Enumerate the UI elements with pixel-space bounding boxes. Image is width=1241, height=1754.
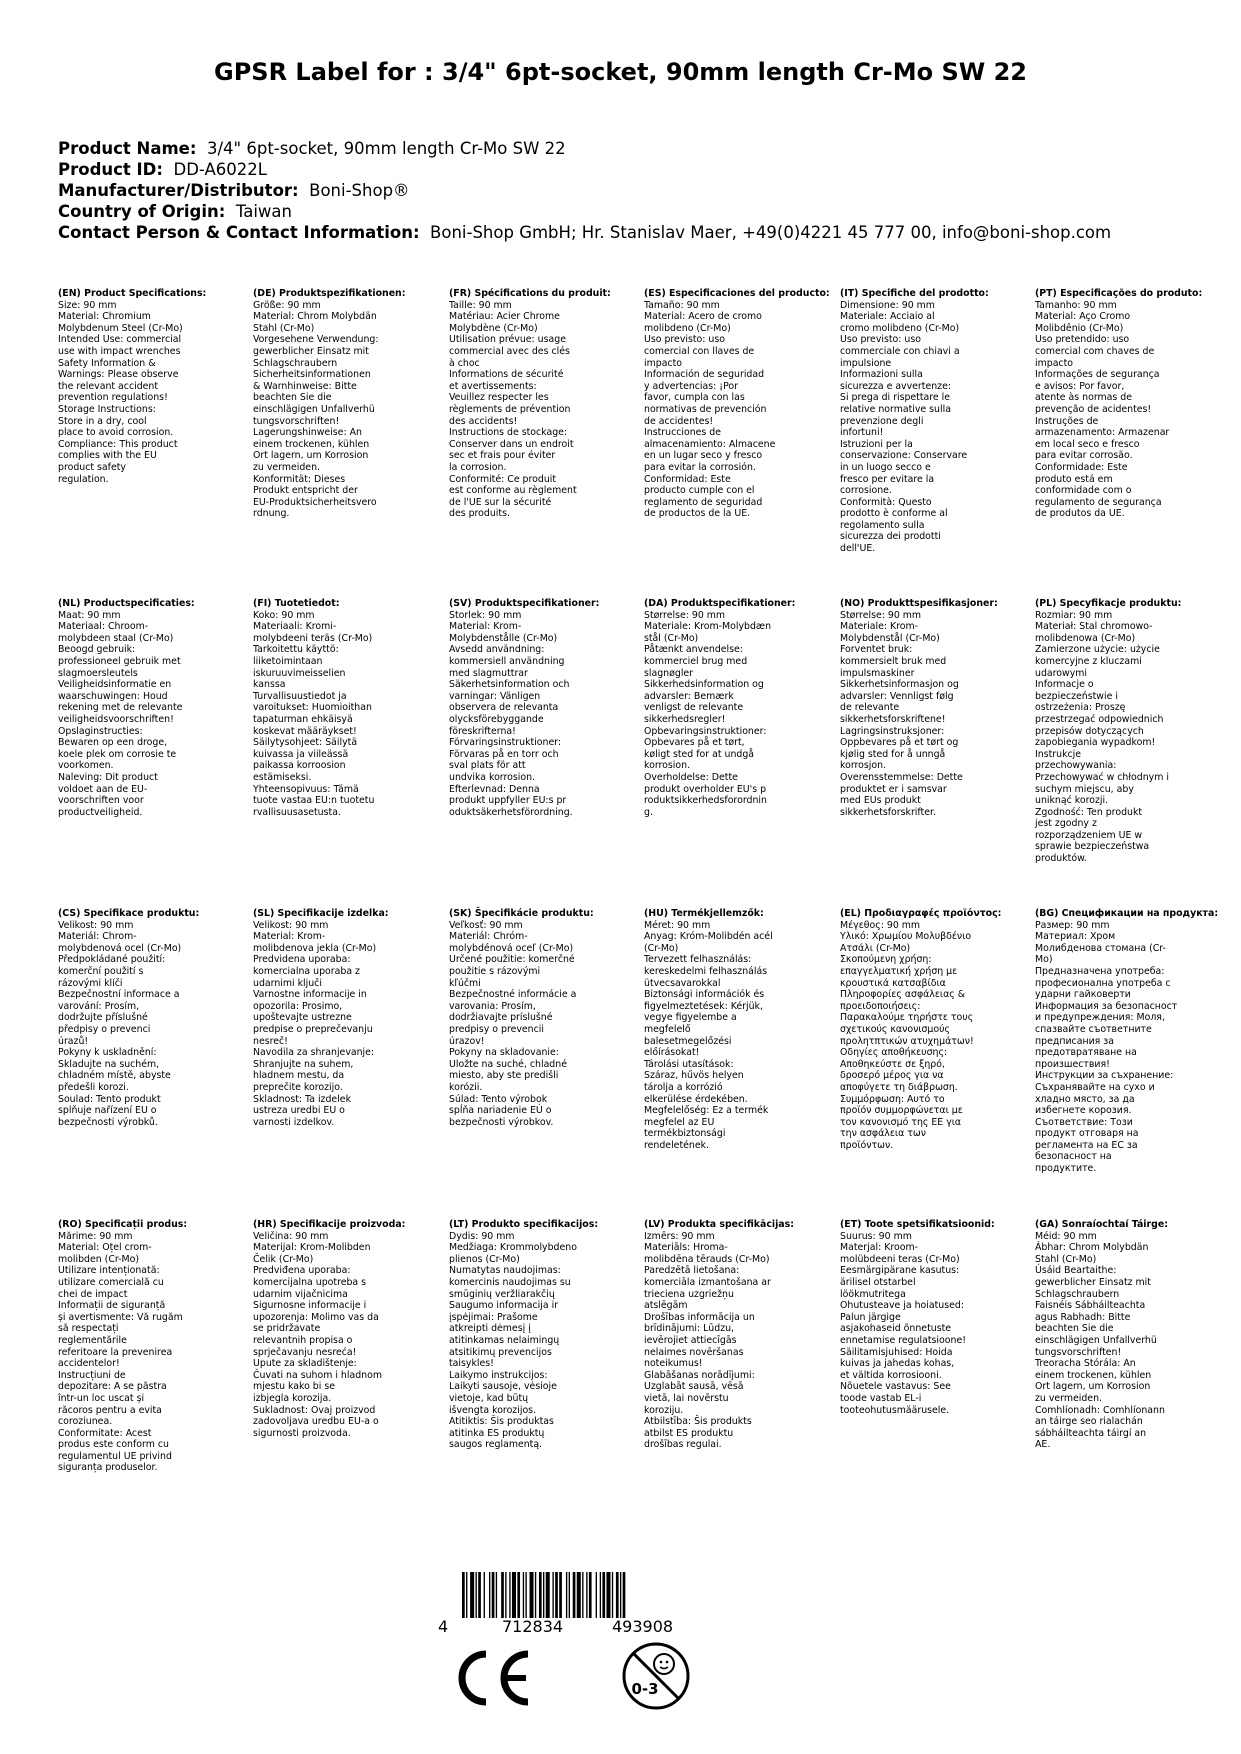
lang-heading: (DA) Produktspecifikationer: (644, 598, 796, 609)
lang-heading: (LV) Produkta specifikācijas: (644, 1219, 794, 1230)
barcode-bar (505, 1572, 506, 1618)
lang-heading: (GA) Sonraíochtaí Táirge: (1035, 1219, 1168, 1230)
barcode-bar (552, 1572, 553, 1618)
lang-block-ga (1035, 1219, 1227, 1451)
lang-block-sl (253, 908, 445, 1128)
lang-heading: (ET) Toote spetsifikatsioonid: (840, 1219, 995, 1230)
lang-block-hu (644, 908, 836, 1151)
lang-heading: (SK) Špecifikácie produktu: (449, 908, 594, 919)
barcode-bar (589, 1572, 592, 1618)
lang-body: Méid: 90 mm Ábhar: Chrom Molybdän Stahl (Cr-Mo) Úsáid Beartaithe: gewerblicher Einsatz mit Schlagschraubern Faisnéis Sábháilteachta agus Rabhadh: Bitte beachten Sie die einschlägigen Unfallverhü tungsvorschriften! Treoracha Stórála: An einem trockenen, kühlen Ort lagern, um Korrosion zu vermeiden. Comhlíonadh: Comhlíonann an táirge seo rialachán sábháilteachta táirgí an AE. (1035, 1230, 1165, 1451)
barcode-bar (478, 1572, 481, 1618)
lang-block-fr (449, 288, 641, 520)
barcode-bar (543, 1572, 544, 1618)
barcode-bar (616, 1572, 619, 1618)
lang-heading: (EN) Product Specifications: (58, 288, 207, 299)
barcode-bar (462, 1572, 465, 1618)
product-name-label: Product Name: (58, 139, 197, 158)
lang-block-bg (1035, 908, 1227, 1175)
lang-heading: (EL) Προδιαγραφές προϊόντος: (840, 908, 1002, 919)
lang-body: Dydis: 90 mm Medžiaga: Krommolybdeno plienos (Cr-Mo) Numatytas naudojimas: komercinis naudojimas su smūginių veržliarakčių Saugumo informacija ir įspėjimai: Prašome atkreipti dėmesį į atitinkamas nelaimingų atsitikimų prevencijos taisykles! Laikymo instrukcijos: Laikyti sausoje, vėsioje vietoje, kad būtų išvengta korozijos. Atitiktis: Šis produktas atitinka ES produktų saugos reglamentą. (449, 1230, 577, 1451)
barcode-bar (509, 1572, 510, 1618)
lang-block-hr (253, 1219, 445, 1439)
svg-text:0-3: 0-3 (631, 1680, 659, 1698)
not-for-children-0-3-icon (620, 1640, 692, 1712)
lang-body: Veľkosť: 90 mm Materiál: Chróm- molybdénová oceľ (Cr-Mo) Určené použitie: komerčné použitie s rázovými kľúčmi Bezpečnostné informácie a varovania: Prosím, dodržiavajte príslušné predpisy o prevencii úrazov! Pokyny na skladovanie: Uložte na suché, chladné miesto, aby ste predišli korózii. Súlad: Tento výrobok spĺňa nariadenie EÚ o bezpečnosti výrobkov. (449, 919, 577, 1128)
lang-block-nl (58, 598, 250, 818)
lang-heading: (PT) Especificações do produto: (1035, 288, 1203, 299)
lang-heading: (ES) Especificaciones del producto: (644, 288, 830, 299)
barcode-bar (489, 1572, 490, 1618)
lang-block-cs (58, 908, 250, 1128)
lang-body: Rozmiar: 90 mm Materiał: Stal chromowo- molibdenowa (Cr-Mo) Zamierzone użycie: użycie komercyjne z kluczami udarowymi Informacje o bezpieczeństwie i ostrzeżenia: Proszę przestrzegać odpowiednich przepisów dotyczących zapobiegania wypadkom! Instrukcje przechowywania: Przechowywać w chłodnym i suchym miejscu, aby uniknąć korozji. Zgodność: Ten produkt jest zgodny z rozporządzeniem UE w sprawie bezpieczeństwa produktów. (1035, 609, 1169, 865)
barcode-bar (586, 1572, 587, 1618)
barcode-bar (470, 1572, 474, 1618)
barcode-bar (484, 1572, 485, 1618)
barcode-digits-right: 493908 (612, 1617, 674, 1636)
page-title: GPSR Label for : 3/4" 6pt-socket, 90mm length Cr-Mo SW 22 (214, 58, 1027, 86)
barcode-bar (466, 1572, 467, 1618)
manufacturer-row (58, 180, 1221, 201)
barcode-bar (517, 1572, 520, 1618)
lang-heading: (RO) Specificații produs: (58, 1219, 188, 1230)
lang-body: Størrelse: 90 mm Materiale: Krom- Molybdenstål (Cr-Mo) Forventet bruk: kommersielt bruk med impulsmaskiner Sikkerhetsinformasjon og advarsler: Vennligst følg de relevante sikkerhetsforskriftene! Lagringsinstruksjoner: Oppbevares på et tørt og kjølig sted for å unngå korrosjon. Overensstemmelse: Dette produktet er i samsvar med EUs produkt sikkerhetsforskrifter. (840, 609, 963, 818)
barcode-bar (539, 1572, 542, 1618)
product-id-label: Product ID: (58, 160, 163, 179)
barcode-bar (492, 1572, 495, 1618)
barcode-bar (566, 1572, 567, 1618)
lang-body: Maat: 90 mm Materiaal: Chroom- molybdeen staal (Cr-Mo) Beoogd gebruik: professioneel gebruik met slagmoersleutels Veiligheidsinformatie en waarschuwingen: Houd rekening met de relevante veiligheidsvoorschriften! Opslaginstructies: Bewaren op een droge, koele plek om corrosie te voorkomen. Naleving: Dit product voldoet aan de EU- voorschriften voor productveiligheid. (58, 609, 183, 818)
lang-heading: (NL) Productspecificaties: (58, 598, 195, 609)
product-info (58, 138, 1221, 243)
lang-body: Размер: 90 mm Материал: Хром Молибденова стомана (Cr- Mo) Предназначена употреба: професионална употреба с ударни гайковерти Информация за безопасност и предупреждения: Моля, спазвайте съответните предписания за предотвратяване на произшествия! Инструкции за съхранение: Съхранявайте на сухо и хладно място, за да избегнете корозия. Съответствие: Този продукт отговаря на регламента на ЕС за безопасност на продуктите. (1035, 919, 1178, 1175)
lang-block-et (840, 1219, 1032, 1416)
barcode-bar (569, 1572, 570, 1618)
lang-body: Größe: 90 mm Material: Chrom Molybdän Stahl (Cr-Mo) Vorgesehene Verwendung: gewerblicher Einsatz mit Schlagschraubern Sicherheitsinformationen & Warnhinweise: Bitte beachten Sie die einschlägigen Unfallverhü tungsvorschriften! Lagerungshinweise: An einem trockenen, kühlen Ort lagern, um Korrosion zu vermeiden. Konformität: Dieses Produkt entspricht der EU-Produktsicherheitsvero rdnung. (253, 299, 379, 520)
product-name-value: 3/4" 6pt-socket, 90mm length Cr-Mo SW 22 (206, 139, 566, 158)
barcode-bar (546, 1572, 550, 1618)
barcode-digits-mid: 712834 (502, 1617, 564, 1636)
lang-heading: (NO) Produkttspesifikasjoner: (840, 598, 998, 609)
manufacturer-label: Manufacturer/Distributor: (58, 181, 299, 200)
barcode-bar (606, 1572, 610, 1618)
lang-block-el (840, 908, 1032, 1151)
lang-body: Velikost: 90 mm Materiál: Chrom- molybdenová ocel (Cr-Mo) Předpokládané použití: komerční použití s rázovými klíči Bezpečnostní informace a varování: Prosím, dodržujte příslušné předpisy o prevenci úrazů! Pokyny k uskladnění: Skladujte na suchém, chladném místě, abyste předešli korozi. Soulad: Tento produkt splňuje nařízení EU o bezpečnosti výrobků. (58, 919, 182, 1128)
barcode-bar (496, 1572, 497, 1618)
barcode-bar (596, 1572, 597, 1618)
lang-block-pt (1035, 288, 1227, 520)
lang-block-ro (58, 1219, 250, 1474)
barcode-bar (559, 1572, 562, 1618)
lang-body: Velikost: 90 mm Material: Krom- molibdenova jekla (Cr-Mo) Predvidena uporaba: komercialna uporaba z udarnimi ključi Varnostne informacije in opozorila: Prosimo, upoštevajte ustrezne predpise o preprečevanju nesreč! Navodila za shranjevanje: Shranjujte na suhem, hladnem mestu, da preprečite korozijo. Skladnost: Ta izdelek ustreza uredbi EU o varnosti izdelkov. (253, 919, 377, 1128)
contact-row (58, 222, 1221, 243)
barcode-bar (523, 1572, 524, 1618)
barcode-bar (535, 1572, 536, 1618)
lang-body: Tamanho: 90 mm Material: Aço Cromo Molibdênio (Cr-Mo) Uso pretendido: uso comercial com chaves de impacto Informações de segurança e avisos: Por favor, atente às normas de prevenção de acidentes! Instruções de armazenamento: Armazenar em local seco e fresco para evitar corrosão. Conformidade: Este produto está em conformidade com o regulamento de segurança de produtos da UE. (1035, 299, 1170, 520)
lang-body: Veličina: 90 mm Materijal: Krom-Molibden Čelik (Cr-Mo) Predviđena uporaba: komercijalna upotreba s udarnim vijačnicima Sigurnosne informacije i upozorenja: Molimo vas da se pridržavate relevantnih propisa o sprječavanju nesreća! Upute za skladištenje: Čuvati na suhom i hladnom mjestu kako bi se izbjegla korozija. Sukladnost: Ovaj proizvod zadovoljava uredbu EU-a o sigurnosti proizvoda. (253, 1230, 382, 1439)
barcode (462, 1572, 728, 1618)
barcode-bar (573, 1572, 576, 1618)
lang-block-sk (449, 908, 641, 1128)
lang-body: Mărime: 90 mm Material: Oțel crom- molibden (Cr-Mo) Utilizare intenționată: utilizare comercială cu chei de impact Informații de siguranță și avertismente: Vă rugăm să respectați reglementările referitoare la prevenirea accidentelor! Instrucțiuni de depozitare: A se păstra într-un loc uscat și răcoros pentru a evita coroziunea. Conformitate: Acest produs este conform cu regulamentul UE privind siguranța produselor. (58, 1230, 183, 1474)
lang-body: Izmērs: 90 mm Materiāls: Hroma- molibdēna tērauds (Cr-Mo) Paredzētā lietošana: komerciāla izmantošana ar trieciena uzgriežņu atslēgām Drošības informācija un brīdinājumi: Lūdzu, ievērojiet attiecīgās nelaimes novēršanas noteikumus! Glabāšanas norādījumi: Uzglabāt sausā, vēsā vietā, lai novērstu koroziju. Atbilstība: Šis produkts atbilst ES produktu drošības regulai. (644, 1230, 771, 1451)
barcode-bar (476, 1572, 477, 1618)
product-name-row (58, 138, 1221, 159)
lang-block-en (58, 288, 250, 485)
product-id-row (58, 159, 1221, 180)
country-row (58, 201, 1221, 222)
barcode-bar (600, 1572, 601, 1618)
lang-block-sv (449, 598, 641, 818)
lang-body: Koko: 90 mm Materiaali: Kromi- molybdeeni teräs (Cr-Mo) Tarkoitettu käyttö: liiketoimintaan iskuruuvimeisselien kanssa Turvallisuustiedot ja varoitukset: Huomioithan tapaturman ehkäisyä koskevat määräykset! Säilytysohjeet: Säilytä kuivassa ja viileässä paikassa korroosion estämiseksi. Yhteensopivuus: Tämä tuote vastaa EU:n tuotetu rvallisuusasetusta. (253, 609, 375, 818)
manufacturer-value: Boni-Shop® (309, 181, 410, 200)
contact-label: Contact Person & Contact Information: (58, 223, 420, 242)
contact-value: Boni-Shop GmbH; Hr. Stanislav Maer, +49(0)4221 45 777 00, info@boni-shop.com (430, 223, 1112, 242)
barcode-bar (582, 1572, 583, 1618)
barcode-bar (512, 1572, 516, 1618)
lang-heading: (SV) Produktspecifikationer: (449, 598, 600, 609)
barcode-bar (623, 1572, 626, 1618)
barcode-bar (530, 1572, 534, 1618)
lang-heading: (IT) Specifiche del prodotto: (840, 288, 989, 299)
barcode-bar (620, 1572, 621, 1618)
lang-body: Suurus: 90 mm Materjal: Kroom- molübdeeni teras (Cr-Mo) Eesmärgipärane kasutus: ärilisel otstarbel löökmutritega Ohutusteave ja hoiatused: Palun järgige asjakohaseid õnnetuste ennetamise regulatsioone! Säilitamisjuhised: Hoida kuivas ja jahedas kohas, et vältida korrosiooni. Nõuetele vastavus: See toode vastab EL-i tooteohutusmäärusele. (840, 1230, 966, 1416)
lang-block-it (840, 288, 1032, 555)
lang-heading: (FR) Spécifications du produit: (449, 288, 611, 299)
lang-body: Tamaño: 90 mm Material: Acero de cromo molibdeno (Cr-Mo) Uso previsto: uso comercial con llaves de impacto Información de seguridad y advertencias: ¡Por favor, cumpla con las normativas de prevención de accidentes! Instrucciones de almacenamiento: Almacene en un lugar seco y fresco para evitar la corrosión. Conformidad: Este producto cumple con el reglamento de seguridad de productos de la UE. (644, 299, 776, 520)
lang-block-no (840, 598, 1032, 818)
barcode-bar (612, 1572, 613, 1618)
barcode-bar (501, 1572, 504, 1618)
lang-block-lv (644, 1219, 836, 1451)
barcode-bar (525, 1572, 526, 1618)
barcode-digit-left: 4 (438, 1617, 449, 1636)
country-value: Taiwan (235, 202, 292, 221)
lang-block-fi (253, 598, 445, 818)
lang-block-es (644, 288, 836, 520)
lang-body: Μέγεθος: 90 mm Υλικό: Χρωμίου Μολυβδένιο Ατσάλι (Cr-Mo) Σκοπούμενη χρήση: επαγγελματική χρήση με κρουστικά κατσαβίδια Πληροφορίες ασφάλειας & προειδοποιήσεις: Παρακαλούμε τηρήστε τους σχετικούς κανονισμούς προλητπτικών ατυχημάτων! Οδηγίες αποθήκευσης: Αποθηκεύστε σε ξηρό, δροσερό μέρος για να αποφύγετε τη διάβρωση. Συμμόρφωση: Αυτό το προϊόν συμμορφώνεται με τον κανονισμό της ΕΕ για την ασφάλεια των προϊόντων. (840, 919, 974, 1151)
barcode-bar (577, 1572, 581, 1618)
product-id-value: DD-A6022L (173, 160, 267, 179)
lang-block-da (644, 598, 836, 818)
country-label: Country of Origin: (58, 202, 226, 221)
lang-heading: (HR) Specifikacije proizvoda: (253, 1219, 406, 1230)
lang-body: Méret: 90 mm Anyag: Króm-Molibdén acél (Cr-Mo) Tervezett felhasználás: kereskedelmi felhasználás ütvecsavarokkal Biztonsági információk és figyelmeztetések: Kérjük, vegye figyelembe a megfelelő balesetmegelőzési előírásokat! Tárolási utasítások: Száraz, hűvös helyen tárolja a korrózió elkerülése érdekében. Megfelelőség: Ez a termék megfelel az EU termékbiztonsági rendeletének. (644, 919, 773, 1151)
lang-heading: (CS) Specifikace produktu: (58, 908, 200, 919)
lang-body: Størrelse: 90 mm Materiale: Krom-Molybdæn stål (Cr-Mo) Påtænkt anvendelse: kommerciel brug med slagnøgler Sikkerhedsinformation og advarsler: Bemærk venligst de relevante sikkerhedsregler! Opbevaringsinstruktioner: Opbevares på et tørt, køligt sted for at undgå korrosion. Overholdelse: Dette produkt overholder EU's p roduktsikkerhedsforordnin g. (644, 609, 772, 818)
lang-block-de (253, 288, 445, 520)
lang-body: Taille: 90 mm Matériau: Acier Chrome Molybdène (Cr-Mo) Utilisation prévue: usage commercial avec des clés à choc Informations de sécurité et avertissements: Veuillez respecter les règlements de prévention des accidents! Instructions de stockage: Conserver dans un endroit sec et frais pour éviter la corrosion. Conformité: Ce produit est conforme au règlement de l'UE sur la sécurité des produits. (449, 299, 577, 520)
lang-heading: (LT) Produkto specifikacijos: (449, 1219, 599, 1230)
lang-body: Dimensione: 90 mm Materiale: Acciaio al cromo molibdeno (Cr-Mo) Uso previsto: uso commerciale con chiavi a impulsione Informazioni sulla sicurezza e avvertenze: Si prega di rispettare le relative normative sulla prevenzione degli infortuni! Istruzioni per la conservazione: Conservare in un luogo secco e fresco per evitare la corrosione. Conformità: Questo prodotto è conforme al regolamento sulla sicurezza dei prodotti dell'UE. (840, 299, 968, 555)
lang-body: Size: 90 mm Material: Chromium Molybdenum Steel (Cr-Mo) Intended Use: commercial use with impact wrenches Safety Information & Warnings: Please observe the relevant accident prevention regulations! Storage Instructions: Store in a dry, cool place to avoid corrosion. Compliance: This product complies with the EU product safety regulation. (58, 299, 183, 485)
lang-heading: (FI) Tuotetiedot: (253, 598, 340, 609)
lang-heading: (PL) Specyfikacje produktu: (1035, 598, 1182, 609)
lang-body: Storlek: 90 mm Material: Krom- Molybdenstålle (Cr-Mo) Avsedd användning: kommersiell användning med slagmuttrar Säkerhetsinformation och varningar: Vänligen observera de relevanta olycksförebyggande föreskrifterna! Förvaringsinstruktioner: Förvaras på en torr och sval plats för att undvika korrosion. Efterlevnad: Denna produkt uppfyller EU:s pr oduktsäkerhetsförordning. (449, 609, 573, 818)
lang-block-lt (449, 1219, 641, 1451)
lang-block-pl (1035, 598, 1227, 865)
barcode-bar (602, 1572, 605, 1618)
lang-heading: (HU) Termékjellemzők: (644, 908, 764, 919)
ce-mark-icon (448, 1648, 532, 1708)
lang-heading: (SL) Specifikacije izdelka: (253, 908, 389, 919)
barcode-bar (555, 1572, 558, 1618)
lang-heading: (DE) Produktspezifikationen: (253, 288, 406, 299)
lang-heading: (BG) Спецификации на продукта: (1035, 908, 1219, 919)
